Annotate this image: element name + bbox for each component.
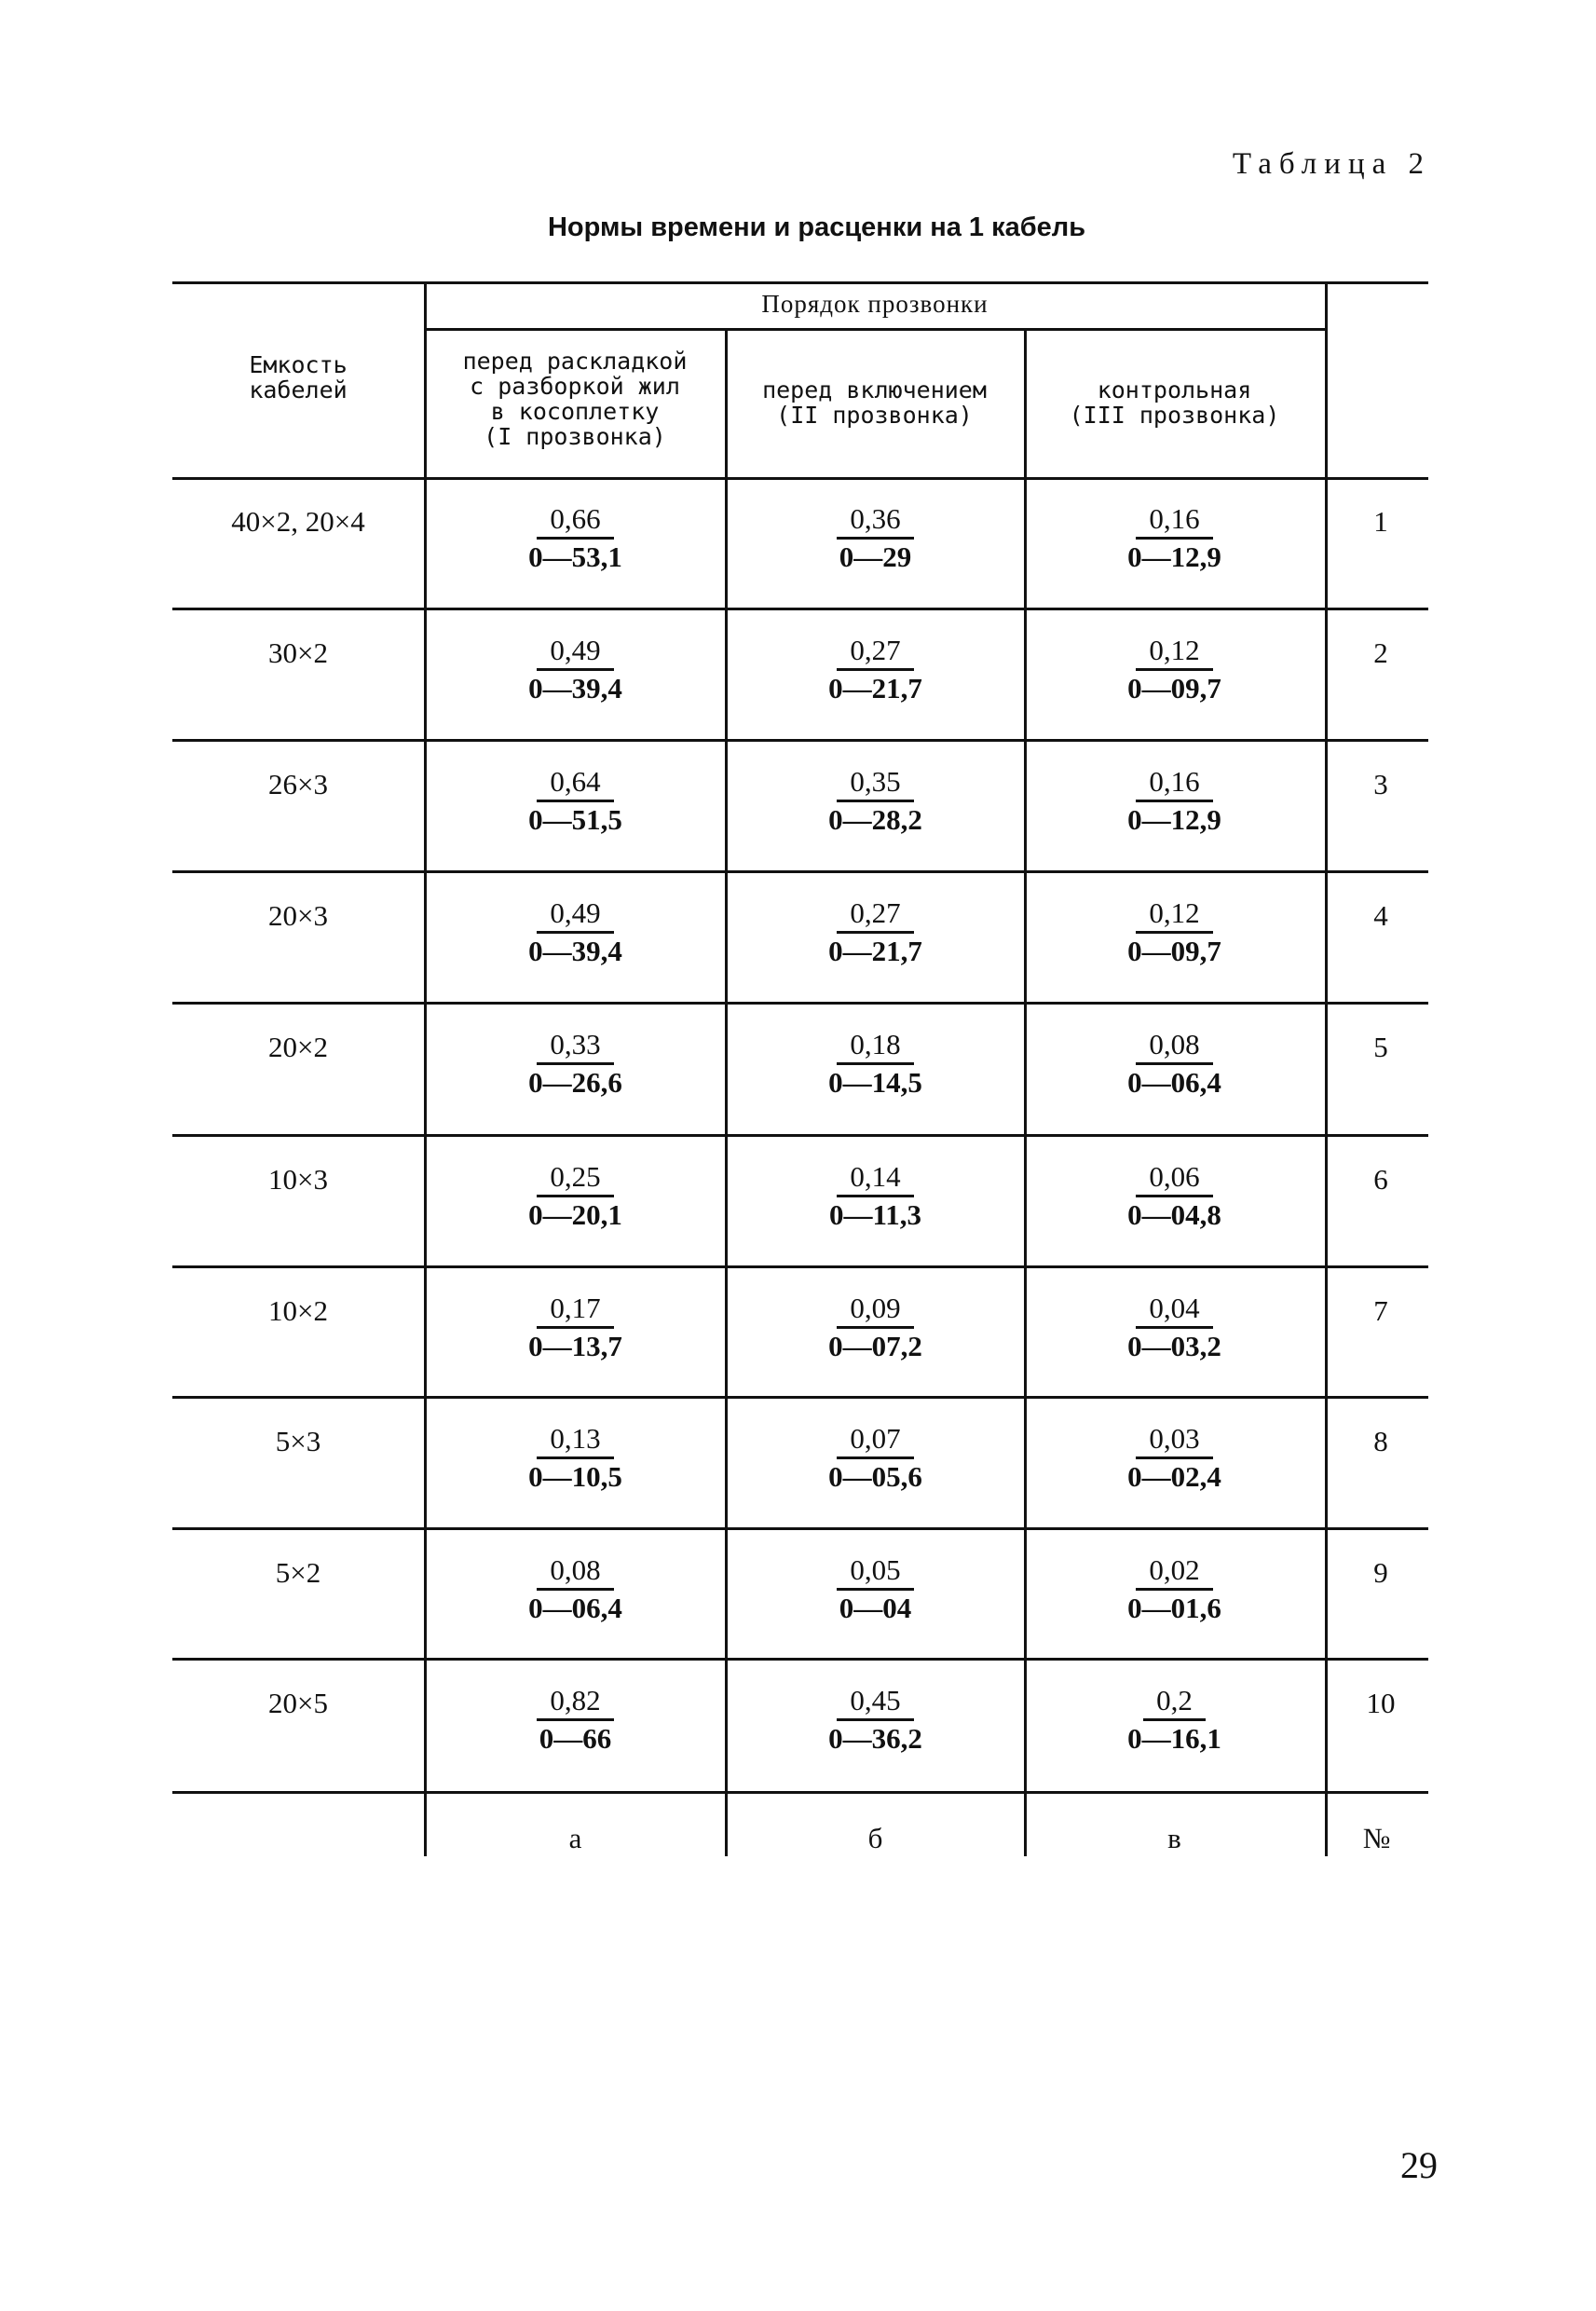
cell-a (425, 766, 726, 838)
cell-row-number: 5 (1373, 1031, 1388, 1063)
footer-col-b: б (867, 1822, 883, 1854)
page-number: 29 (1400, 2144, 1438, 2186)
cell-b (725, 1029, 1026, 1101)
cell-c (1024, 1292, 1325, 1364)
cell-capacity: 26×3 (268, 768, 328, 800)
header-group: Порядок прозвонки (761, 290, 989, 318)
time-norm: 0,17 (537, 1292, 613, 1329)
rate-price: 0—39,4 (528, 935, 622, 967)
rate-price: 0—21,7 (828, 672, 922, 704)
rule-table-bottom (172, 1791, 1428, 1794)
table-row (0, 1528, 1596, 1660)
cell-c (1024, 635, 1325, 706)
cell-capacity: 20×5 (268, 1687, 328, 1719)
cell-row-number: 10 (1366, 1687, 1396, 1719)
time-norm: 0,49 (537, 635, 613, 671)
cell-a (425, 503, 726, 575)
time-norm: 0,18 (837, 1029, 913, 1065)
header-col-c-line: контрольная (1097, 376, 1252, 403)
cell-capacity: 10×3 (268, 1163, 328, 1196)
header-col-b-line: перед включением (762, 376, 987, 403)
time-norm: 0,05 (837, 1554, 913, 1591)
header-capacity (172, 352, 424, 403)
rate-price: 0—26,6 (528, 1066, 622, 1099)
table-row (0, 1266, 1596, 1398)
time-norm: 0,64 (537, 766, 613, 802)
cell-a (425, 1161, 726, 1233)
header-capacity-line: кабелей (249, 376, 348, 403)
table-row (0, 740, 1596, 871)
cell-capacity: 30×2 (268, 636, 328, 669)
time-norm: 0,25 (537, 1161, 613, 1197)
cell-a (425, 1554, 726, 1626)
cell-b (725, 503, 1026, 575)
rate-price: 0—29 (839, 540, 912, 573)
time-norm: 0,45 (837, 1685, 913, 1721)
rate-price: 0—28,2 (828, 803, 922, 836)
rate-price: 0—21,7 (828, 935, 922, 967)
rate-price: 0—09,7 (1127, 935, 1221, 967)
header-capacity-line: Емкость (249, 351, 348, 378)
rate-price: 0—04,8 (1127, 1198, 1221, 1231)
header-col-b-line: (II прозвонка) (776, 402, 973, 429)
table-row (0, 1397, 1596, 1528)
header-col-a-line: (I прозвонка) (484, 423, 666, 450)
cell-b (725, 1161, 1026, 1233)
cell-capacity: 10×2 (268, 1294, 328, 1327)
table-row (0, 1135, 1596, 1266)
rate-price: 0—13,7 (528, 1330, 622, 1362)
cell-c (1024, 1029, 1325, 1101)
time-norm: 0,49 (537, 897, 613, 934)
cell-c (1024, 1554, 1325, 1626)
rate-price: 0—53,1 (528, 540, 622, 573)
rate-price: 0—20,1 (528, 1198, 622, 1231)
cell-capacity: 40×2, 20×4 (231, 505, 365, 538)
rate-price: 0—11,3 (828, 1198, 922, 1231)
cell-row-number: 4 (1373, 899, 1388, 932)
table-title: Нормы времени и расценки на 1 кабель (547, 212, 1086, 242)
time-norm: 0,03 (1136, 1423, 1212, 1459)
cell-row-number: 7 (1373, 1294, 1388, 1327)
time-norm: 0,14 (837, 1161, 913, 1197)
time-norm: 0,16 (1136, 503, 1212, 540)
time-norm: 0,35 (837, 766, 913, 802)
header-col-a-line: в косоплетку (490, 398, 660, 425)
header-col-a-line: перед раскладкой (462, 348, 688, 375)
time-norm: 0,13 (537, 1423, 613, 1459)
rate-price: 0—12,9 (1127, 803, 1221, 836)
table-label: Таблица 2 (1232, 147, 1431, 181)
header-col-c (1024, 377, 1325, 428)
cell-c (1024, 1685, 1325, 1757)
cell-row-number: 9 (1373, 1556, 1388, 1589)
cell-b (725, 766, 1026, 838)
rate-price: 0—09,7 (1127, 672, 1221, 704)
cell-capacity: 5×2 (275, 1556, 321, 1589)
header-col-b (725, 377, 1024, 428)
time-norm: 0,66 (537, 503, 613, 540)
time-norm: 0,08 (1136, 1029, 1212, 1065)
cell-capacity: 20×3 (268, 899, 328, 932)
time-norm: 0,08 (537, 1554, 613, 1591)
cell-b (725, 1554, 1026, 1626)
rate-price: 0—14,5 (828, 1066, 922, 1099)
cell-a (425, 1685, 726, 1757)
rate-price: 0—07,2 (828, 1330, 922, 1362)
rate-price: 0—16,1 (1127, 1722, 1221, 1755)
cell-row-number: 1 (1373, 505, 1388, 538)
cell-row-number: 8 (1373, 1425, 1388, 1457)
cell-c (1024, 766, 1325, 838)
rate-price: 0—05,6 (828, 1460, 922, 1493)
rate-price: 0—39,4 (528, 672, 622, 704)
cell-row-number: 6 (1373, 1163, 1388, 1196)
cell-b (725, 1423, 1026, 1495)
rule-group (425, 328, 1327, 331)
cell-a (425, 635, 726, 706)
rate-price: 0—10,5 (528, 1460, 622, 1493)
footer-col-num: № (1362, 1822, 1391, 1854)
rate-price: 0—01,6 (1127, 1592, 1221, 1624)
header-col-c-line: (III прозвонка) (1069, 402, 1280, 429)
header-col-a-line: с разборкой жил (470, 373, 680, 400)
time-norm: 0,07 (837, 1423, 913, 1459)
cell-a (425, 897, 726, 969)
rate-price: 0—06,4 (1127, 1066, 1221, 1099)
time-norm: 0,06 (1136, 1161, 1212, 1197)
footer-col-c: в (1167, 1822, 1181, 1854)
cell-a (425, 1292, 726, 1364)
cell-c (1024, 1423, 1325, 1495)
time-norm: 0,12 (1136, 897, 1212, 934)
time-norm: 0,36 (837, 503, 913, 540)
rate-price: 0—51,5 (528, 803, 622, 836)
cell-row-number: 3 (1373, 768, 1388, 800)
rate-price: 0—12,9 (1127, 540, 1221, 573)
time-norm: 0,2 (1143, 1685, 1206, 1721)
time-norm: 0,02 (1136, 1554, 1212, 1591)
header-col-a (425, 349, 725, 449)
rate-price: 0—66 (539, 1722, 612, 1755)
rate-price: 0—36,2 (828, 1722, 922, 1755)
table-row (0, 609, 1596, 740)
table-row (0, 1659, 1596, 1790)
time-norm: 0,04 (1136, 1292, 1212, 1329)
time-norm: 0,16 (1136, 766, 1212, 802)
time-norm: 0,33 (537, 1029, 613, 1065)
time-norm: 0,12 (1136, 635, 1212, 671)
rate-price: 0—02,4 (1127, 1460, 1221, 1493)
footer-col-a: а (568, 1822, 582, 1854)
cell-b (725, 1685, 1026, 1757)
cell-b (725, 897, 1026, 969)
cell-b (725, 635, 1026, 706)
cell-c (1024, 897, 1325, 969)
cell-c (1024, 1161, 1325, 1233)
cell-a (425, 1423, 726, 1495)
table-row (0, 477, 1596, 609)
cell-c (1024, 503, 1325, 575)
time-norm: 0,27 (837, 897, 913, 934)
cell-row-number: 2 (1373, 636, 1388, 669)
rate-price: 0—03,2 (1127, 1330, 1221, 1362)
table-row (0, 871, 1596, 1003)
cell-capacity: 20×2 (268, 1031, 328, 1063)
time-norm: 0,27 (837, 635, 913, 671)
cell-b (725, 1292, 1026, 1364)
time-norm: 0,82 (537, 1685, 613, 1721)
cell-a (425, 1029, 726, 1101)
time-norm: 0,09 (837, 1292, 913, 1329)
rate-price: 0—04 (839, 1592, 912, 1624)
rule-top (172, 281, 1428, 284)
table-row (0, 1003, 1596, 1134)
cell-capacity: 5×3 (275, 1425, 321, 1457)
rate-price: 0—06,4 (528, 1592, 622, 1624)
